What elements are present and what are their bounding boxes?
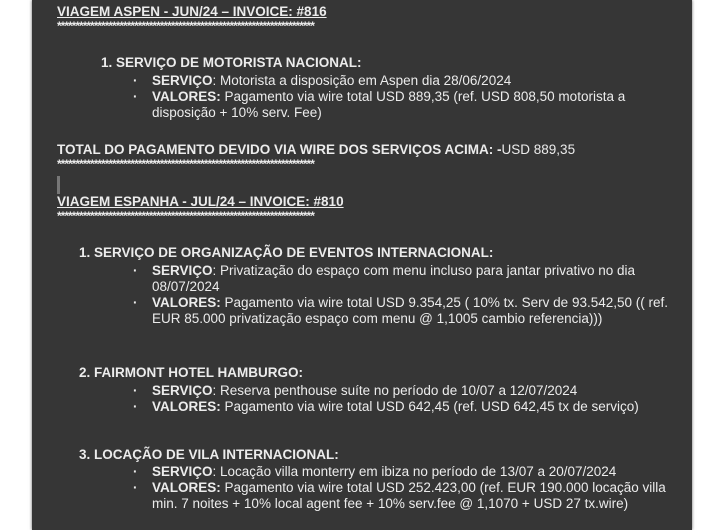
bullet-dot-icon: · <box>133 383 138 398</box>
section-heading-aspen: VIAGEM ASPEN - JUN/24 – INVOICE: #816 <box>57 4 327 19</box>
bullet-dot-icon: · <box>133 464 138 479</box>
bullet-valores: · VALORES: Pagamento via wire total USD 252.423,00 (ref. EUR 190.000 locação villa min. 7 noites + 10% local agent fee + 10% serv.fee @ 1,1070 + USD 27 tx.wire) <box>133 480 666 511</box>
item-title: 1. SERVIÇO DE MOTORISTA NACIONAL: <box>101 55 362 70</box>
bullet-servico: · SERVIÇO: Locação villa monterry em ibiza no período de 13/07 a 20/07/2024 <box>133 464 617 479</box>
list-item <box>79 245 691 327</box>
bullet-dot-icon: · <box>133 480 138 495</box>
item-title: 2. FAIRMONT HOTEL HAMBURGO: <box>79 365 304 380</box>
separator-stars: ********************************************************************** <box>57 159 314 169</box>
bullet-dot-icon: · <box>133 295 138 310</box>
separator-stars: ********************************************************************** <box>57 211 314 221</box>
bullet-dot-icon: · <box>133 263 138 278</box>
text-cursor <box>57 176 60 194</box>
separator-stars: ********************************************************************** <box>57 21 314 31</box>
list-item <box>79 365 691 415</box>
bullet-valores: · VALORES: Pagamento via wire total USD 9.354,25 ( 10% tx. Serv de 93.542,50 (( ref. EUR 85.000 privatização espaço com menu @ 1,1005 cambio referencia))) <box>133 295 668 326</box>
item-title: 1. SERVIÇO DE ORGANIZAÇÃO DE EVENTOS INTERNACIONAL: <box>79 245 494 260</box>
list-item <box>79 447 691 512</box>
bullet-servico: · SERVIÇO: Motorista a disposição em Aspen dia 28/06/2024 <box>133 73 512 88</box>
bullet-dot-icon: · <box>133 89 138 104</box>
bullet-servico: · SERVIÇO: Privatização do espaço com menu incluso para jantar privativo no dia 08/07/2024 <box>133 263 636 294</box>
bullet-dot-icon: · <box>133 73 138 88</box>
document-page <box>32 0 692 530</box>
section-heading-espanha: VIAGEM ESPANHA - JUL/24 – INVOICE: #810 <box>57 194 344 209</box>
bullet-servico: · SERVIÇO: Reserva penthouse suíte no período de 10/07 a 12/07/2024 <box>133 383 578 398</box>
bullet-dot-icon: · <box>133 399 138 414</box>
list-item <box>101 55 691 121</box>
total-line: TOTAL DO PAGAMENTO DEVIDO VIA WIRE DOS SERVIÇOS ACIMA: -USD 889,35 <box>57 142 576 157</box>
bullet-valores: · VALORES: Pagamento via wire total USD 889,35 (ref. USD 808,50 motorista a disposição + 10% serv. Fee) <box>133 89 626 120</box>
item-title: 3. LOCAÇÃO DE VILA INTERNACIONAL: <box>79 447 339 462</box>
bullet-valores: · VALORES: Pagamento via wire total USD 642,45 (ref. USD 642,45 tx de serviço) <box>133 399 639 414</box>
